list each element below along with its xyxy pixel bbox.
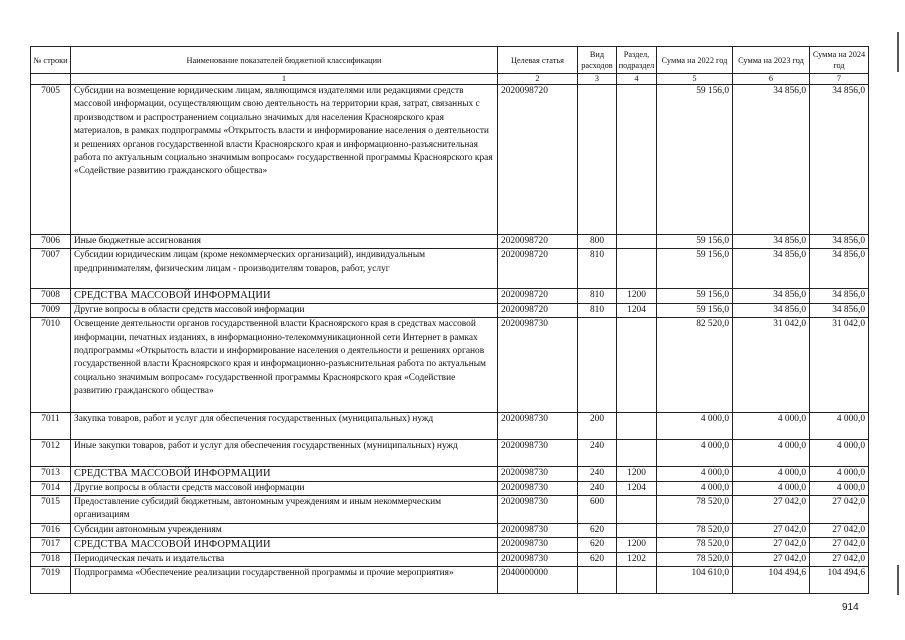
row-section <box>617 413 657 440</box>
row-number: 7008 <box>31 289 71 303</box>
row-section <box>617 85 657 235</box>
row-sum-2024: 27 042,0 <box>810 496 869 524</box>
row-target-article: 2020098730 <box>498 481 578 495</box>
row-number: 7012 <box>31 440 71 467</box>
row-indicator-name: Закупка товаров, работ и услуг для обеспечения государственных (муниципальных) нужд <box>71 413 498 440</box>
column-number: 7 <box>810 74 869 85</box>
row-expense-type: 600 <box>578 496 617 524</box>
header-sum-2022: Сумма на 2022 год <box>657 47 733 74</box>
row-sum-2023: 104 494,6 <box>733 567 810 594</box>
row-number: 7016 <box>31 523 71 537</box>
row-sum-2023: 4 000,0 <box>733 440 810 467</box>
column-number: 4 <box>617 74 657 85</box>
row-expense-type: 240 <box>578 481 617 495</box>
row-indicator-name: СРЕДСТВА МАССОВОЙ ИНФОРМАЦИИ <box>71 289 498 303</box>
row-section: 1200 <box>617 467 657 481</box>
row-target-article: 2040000000 <box>498 567 578 594</box>
table-row <box>31 249 869 289</box>
row-sum-2022: 59 156,0 <box>657 249 733 289</box>
table-row <box>31 567 869 594</box>
row-sum-2023: 4 000,0 <box>733 467 810 481</box>
header-section: Раздел, подраздел <box>617 47 657 74</box>
row-expense-type: 200 <box>578 413 617 440</box>
budget-table <box>30 46 869 594</box>
row-number: 7013 <box>31 467 71 481</box>
table-row <box>31 523 869 537</box>
row-sum-2023: 27 042,0 <box>733 538 810 552</box>
row-target-article: 2020098720 <box>498 85 578 235</box>
header-target-article: Целевая статья <box>498 47 578 74</box>
row-indicator-name: Периодическая печать и издательства <box>71 552 498 566</box>
row-sum-2024: 27 042,0 <box>810 523 869 537</box>
row-sum-2023: 4 000,0 <box>733 413 810 440</box>
row-sum-2023: 27 042,0 <box>733 523 810 537</box>
row-number: 7009 <box>31 303 71 317</box>
header-row-number: № строки <box>31 47 71 74</box>
row-indicator-name: СРЕДСТВА МАССОВОЙ ИНФОРМАЦИИ <box>71 467 498 481</box>
row-target-article: 2020098730 <box>498 538 578 552</box>
row-sum-2023: 27 042,0 <box>733 552 810 566</box>
row-sum-2022: 78 520,0 <box>657 552 733 566</box>
row-number: 7018 <box>31 552 71 566</box>
row-sum-2024: 34 856,0 <box>810 289 869 303</box>
column-number: 3 <box>578 74 617 85</box>
row-target-article: 2020098720 <box>498 303 578 317</box>
table-row <box>31 318 869 413</box>
row-sum-2023: 31 042,0 <box>733 318 810 413</box>
row-target-article: 2020098730 <box>498 552 578 566</box>
column-number <box>31 74 71 85</box>
row-number: 7014 <box>31 481 71 495</box>
table-row <box>31 467 869 481</box>
row-section <box>617 523 657 537</box>
row-expense-type: 620 <box>578 523 617 537</box>
row-section: 1200 <box>617 538 657 552</box>
row-section: 1202 <box>617 552 657 566</box>
row-section: 1204 <box>617 303 657 317</box>
row-indicator-name: Субсидии на возмещение юридическим лицам, являющимся издателями или редакциями средств массовой информации, осуществляющим свою деятельность на территории края, затрат, связанных с производством и распространением социально значимых для населения Красноярского края материалов, в рамках подпрограммы «Открытость власти и информирование населения о деятельности и решениях органов государственной власти Красноярского края и информационно-разъяснительная работа по актуальным социально значимым вопросам» государственной программы Красноярского края «Содействие развитию гражданского общества» <box>71 85 498 235</box>
table-row <box>31 413 869 440</box>
row-sum-2024: 34 856,0 <box>810 85 869 235</box>
table-row <box>31 289 869 303</box>
table-body <box>31 85 869 594</box>
row-target-article: 2020098730 <box>498 413 578 440</box>
row-section <box>617 440 657 467</box>
table-row <box>31 538 869 552</box>
row-sum-2022: 78 520,0 <box>657 523 733 537</box>
row-indicator-name: СРЕДСТВА МАССОВОЙ ИНФОРМАЦИИ <box>71 538 498 552</box>
row-sum-2024: 34 856,0 <box>810 303 869 317</box>
row-target-article: 2020098730 <box>498 440 578 467</box>
row-section <box>617 235 657 249</box>
column-number: 5 <box>657 74 733 85</box>
column-number: 1 <box>71 74 498 85</box>
row-target-article: 2020098720 <box>498 235 578 249</box>
row-sum-2024: 4 000,0 <box>810 467 869 481</box>
row-sum-2022: 59 156,0 <box>657 289 733 303</box>
row-target-article: 2020098730 <box>498 523 578 537</box>
row-number: 7017 <box>31 538 71 552</box>
row-expense-type <box>578 85 617 235</box>
row-sum-2024: 104 494,6 <box>810 567 869 594</box>
row-number: 7006 <box>31 235 71 249</box>
header-indicator-name: Наименование показателей бюджетной классификации <box>71 47 498 74</box>
row-indicator-name: Субсидии автономным учреждениям <box>71 523 498 537</box>
row-number: 7019 <box>31 567 71 594</box>
row-target-article: 2020098720 <box>498 289 578 303</box>
row-sum-2022: 59 156,0 <box>657 235 733 249</box>
row-sum-2022: 4 000,0 <box>657 467 733 481</box>
scan-edge-mark <box>897 565 899 595</box>
page-number: 914 <box>842 602 859 613</box>
budget-sheet <box>30 46 868 594</box>
row-expense-type: 810 <box>578 289 617 303</box>
table-row <box>31 552 869 566</box>
row-sum-2023: 34 856,0 <box>733 289 810 303</box>
row-sum-2022: 104 610,0 <box>657 567 733 594</box>
table-row <box>31 85 869 235</box>
row-expense-type: 620 <box>578 552 617 566</box>
row-sum-2022: 82 520,0 <box>657 318 733 413</box>
table-row <box>31 481 869 495</box>
header-sum-2023: Сумма на 2023 год <box>733 47 810 74</box>
row-sum-2024: 4 000,0 <box>810 440 869 467</box>
row-indicator-name: Подпрограмма «Обеспечение реализации государственной программы и прочие мероприятия» <box>71 567 498 594</box>
row-sum-2022: 78 520,0 <box>657 538 733 552</box>
row-sum-2022: 59 156,0 <box>657 303 733 317</box>
row-sum-2022: 4 000,0 <box>657 440 733 467</box>
row-expense-type <box>578 318 617 413</box>
row-sum-2024: 4 000,0 <box>810 481 869 495</box>
row-target-article: 2020098730 <box>498 467 578 481</box>
row-target-article: 2020098730 <box>498 496 578 524</box>
table-header <box>31 47 869 85</box>
row-indicator-name: Освещение деятельности органов государственной власти Красноярского края в средствах массовой информации, печатных изданиях, в информационно-телекоммуникационной сети Интернет в рамках подпрограммы «Открытость власти и информирование населения о деятельности и решениях органов государственной власти Красноярского края и информационно-разъяснительная работа по актуальным социально значимым вопросам» государственной программы Красноярского края «Содействие развитию гражданского общества» <box>71 318 498 413</box>
row-number: 7005 <box>31 85 71 235</box>
row-number: 7015 <box>31 496 71 524</box>
row-section: 1204 <box>617 481 657 495</box>
row-expense-type: 810 <box>578 249 617 289</box>
row-sum-2023: 34 856,0 <box>733 85 810 235</box>
row-sum-2023: 4 000,0 <box>733 481 810 495</box>
row-indicator-name: Другие вопросы в области средств массовой информации <box>71 481 498 495</box>
table-row <box>31 496 869 524</box>
row-indicator-name: Иные закупки товаров, работ и услуг для обеспечения государственных (муниципальных) нужд <box>71 440 498 467</box>
row-section: 1200 <box>617 289 657 303</box>
row-section <box>617 249 657 289</box>
row-sum-2023: 34 856,0 <box>733 303 810 317</box>
column-numbers-row <box>31 74 869 85</box>
row-expense-type: 800 <box>578 235 617 249</box>
row-sum-2023: 34 856,0 <box>733 235 810 249</box>
row-sum-2024: 31 042,0 <box>810 318 869 413</box>
row-target-article: 2020098720 <box>498 249 578 289</box>
row-number: 7007 <box>31 249 71 289</box>
row-number: 7011 <box>31 413 71 440</box>
header-expense-type: Вид расходов <box>578 47 617 74</box>
row-sum-2022: 78 520,0 <box>657 496 733 524</box>
table-row <box>31 440 869 467</box>
row-expense-type: 240 <box>578 440 617 467</box>
row-sum-2024: 27 042,0 <box>810 538 869 552</box>
row-section <box>617 567 657 594</box>
row-expense-type <box>578 567 617 594</box>
row-expense-type: 620 <box>578 538 617 552</box>
row-indicator-name: Иные бюджетные ассигнования <box>71 235 498 249</box>
row-sum-2024: 34 856,0 <box>810 249 869 289</box>
row-sum-2023: 27 042,0 <box>733 496 810 524</box>
row-section <box>617 318 657 413</box>
row-number: 7010 <box>31 318 71 413</box>
row-section <box>617 496 657 524</box>
row-expense-type: 240 <box>578 467 617 481</box>
scan-edge-mark <box>897 32 899 72</box>
row-indicator-name: Другие вопросы в области средств массовой информации <box>71 303 498 317</box>
row-sum-2022: 4 000,0 <box>657 413 733 440</box>
row-indicator-name: Субсидии юридическим лицам (кроме некоммерческих организаций), индивидуальным предпринимателям, физическим лицам - производителям товаров, работ, услуг <box>71 249 498 289</box>
column-number: 2 <box>498 74 578 85</box>
row-sum-2022: 4 000,0 <box>657 481 733 495</box>
column-number: 6 <box>733 74 810 85</box>
row-sum-2024: 4 000,0 <box>810 413 869 440</box>
row-sum-2022: 59 156,0 <box>657 85 733 235</box>
header-sum-2024: Сумма на 2024 год <box>810 47 869 74</box>
table-row <box>31 235 869 249</box>
row-indicator-name: Предоставление субсидий бюджетным, автономным учреждениям и иным некоммерческим организациям <box>71 496 498 524</box>
row-sum-2023: 34 856,0 <box>733 249 810 289</box>
row-sum-2024: 27 042,0 <box>810 552 869 566</box>
row-target-article: 2020098730 <box>498 318 578 413</box>
row-sum-2024: 34 856,0 <box>810 235 869 249</box>
row-expense-type: 810 <box>578 303 617 317</box>
table-row <box>31 303 869 317</box>
